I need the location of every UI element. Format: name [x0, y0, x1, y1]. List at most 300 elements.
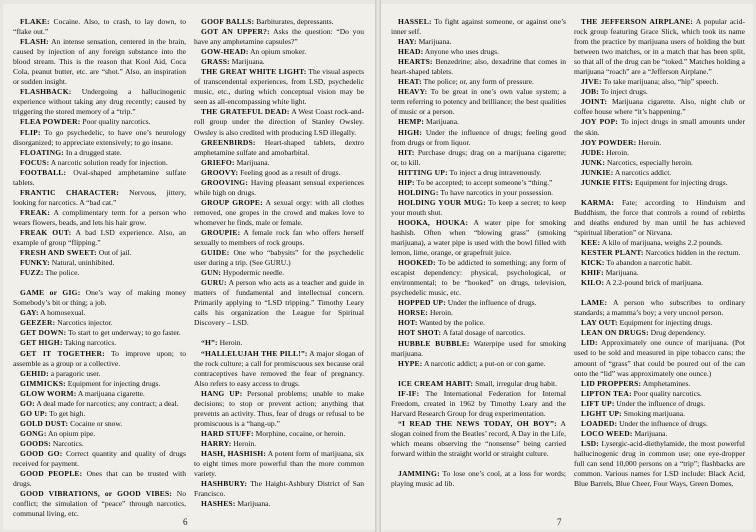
entry-term: FLIP: [20, 127, 41, 137]
glossary-entry [194, 198, 364, 228]
entry-term: LSD: [581, 438, 599, 448]
entry-term: IF-IF: [398, 388, 420, 398]
glossary-entry [13, 349, 186, 369]
entry-definition: Benzedrine; also, dexadrine that comes in heart-shaped tablets. [391, 57, 566, 77]
entry-definition: Ones that can be trusted with drugs. [13, 469, 186, 489]
glossary-entry [391, 178, 566, 188]
entry-definition: Oval-shaped amphetamine sulfate tablets. [13, 167, 186, 187]
glossary-entry [391, 339, 566, 359]
entry-term: HEAT: [398, 77, 422, 87]
glossary-entry [13, 208, 186, 228]
entry-definition: To get high. [47, 408, 86, 418]
entry-definition: Marijuana. [235, 499, 271, 509]
entry-term: JUNK: [581, 157, 606, 167]
glossary-entry [574, 389, 745, 399]
glossary-entry [574, 379, 745, 389]
glossary-entry [13, 248, 186, 258]
entry-definition: Small, irregular drug habit. [473, 378, 558, 388]
entry-definition: Approximately one ounce of marijuana. (Pot used to be sold and measured in pipe tobacco cans; the amount of “grass” that could be poured out of the can onto the “lid” was approximately one ounce.) [574, 338, 745, 378]
entry-term: HOOKA, HOUKA: [398, 217, 469, 227]
entry-term: KESTER PLANT: [581, 248, 644, 258]
entry-definition: To keep a secret; to keep your mouth shut. [391, 197, 566, 217]
entry-term: HOOKED: [398, 258, 436, 268]
glossary-entry [574, 258, 745, 268]
entry-term: GOOF BALLS: [201, 17, 255, 26]
entry-term: HEMP: [398, 117, 425, 127]
glossary-entry [391, 318, 566, 328]
entry-definition: A kilo of marijuana, weighs 2.2 pounds. [600, 237, 723, 247]
entry-definition: The police. [43, 268, 80, 278]
glossary-entry [13, 419, 186, 429]
entry-definition: To inject a drug intravenously. [447, 167, 542, 177]
glossary-entry [574, 399, 745, 409]
glossary-entry [194, 47, 364, 57]
entry-definition: A fatal dosage of narcotics. [441, 328, 526, 338]
entry-definition: The police; or, any form of pressure. [421, 77, 534, 87]
entry-term: FREAK OUT: [20, 227, 72, 237]
glossary-entry [13, 158, 186, 168]
entry-term: KICK: [581, 258, 605, 268]
entry-definition: Out of jail. [96, 248, 132, 258]
glossary-entry [391, 168, 566, 178]
entry-definition: A homosexual. [38, 308, 86, 318]
entry-term: HUBBLE BUBBLE: [398, 338, 470, 348]
entry-definition: The Haight-Ashbury District of San Francisco. [194, 479, 364, 499]
entry-definition: A major slogan of the rock culture; a call for promiscuous sex because oral contraceptives have removed the fear of pregnancy. Also refers to easy access to drugs. [194, 348, 364, 388]
entry-term: LOADED: [581, 418, 618, 428]
entry-definition: Natural, uninhibited. [49, 258, 115, 268]
glossary-entry [194, 107, 364, 137]
glossary-entry [574, 439, 745, 489]
entry-definition: Marijuana. [234, 157, 270, 167]
left-page [3, 4, 375, 530]
entry-term: JAMMING: [398, 469, 440, 479]
entry-definition: Having pleasant sensual experiences while high on drugs. [194, 177, 364, 197]
glossary-entry [194, 268, 364, 278]
entry-term: GEHID: [20, 368, 49, 378]
glossary-entry [391, 87, 566, 117]
entry-definition: One’s way of making money Somebody’s bit or thing; a job. [13, 288, 187, 308]
glossary-entry [391, 379, 566, 389]
glossary-entry [13, 369, 186, 379]
page-number: 6 [183, 517, 188, 527]
entry-definition: Heroin. [636, 137, 662, 147]
entry-term: HOLDING: [398, 187, 439, 197]
entry-term: GOOD GO: [20, 448, 63, 458]
glossary-entry [13, 168, 186, 188]
entry-term: FRESH AND SWEET: [20, 248, 97, 258]
glossary-entry [391, 328, 566, 338]
glossary-entry [194, 57, 364, 67]
glossary-entry [194, 479, 364, 499]
glossary-entry [574, 429, 745, 439]
entry-definition: Morphine, cocaine, or heroin. [253, 428, 346, 438]
entry-term: FLASHBACK: [20, 87, 72, 97]
glossary-entry [194, 429, 364, 439]
entry-definition: A narcotic solution ready for injection. [49, 157, 168, 167]
entry-term: LID: [581, 338, 598, 348]
glossary-entry [391, 308, 566, 318]
entry-term: JUNKIE FITS: [581, 177, 634, 187]
glossary-entry [574, 77, 745, 87]
entry-term: FREAK: [20, 207, 51, 217]
glossary-entry [13, 228, 186, 248]
glossary-entry [391, 389, 566, 419]
glossary-entry [574, 117, 745, 137]
glossary-entry [391, 47, 566, 57]
entry-definition: Fate; according to Hinduism and Buddhism, the force that controls a round of rebirths and deaths endured by man until he has achieved “spiritual liberation” or Nirvana. [574, 197, 745, 237]
left-page-column-1 [13, 17, 186, 519]
entry-term: GOOD PEOPLE: [20, 469, 83, 479]
entry-term: HASHES: [201, 499, 236, 509]
entry-definition: A potent form of marijuana, six to eight times more powerful than the more common variety. [194, 448, 365, 479]
entry-term: GROUP GROPE: [201, 197, 263, 207]
entry-term: HIT: [398, 147, 415, 157]
glossary-entry [13, 17, 186, 37]
entry-definition: To lose one’s cool, at a loss for words; playing music ad lib. [391, 469, 566, 489]
entry-definition: A person who acts as a teacher and guide in matters of fundamental and intellectual concern. Primarily applying to “LSD tripping.” Timothy Leary calls his organization the League for Spiritual Discovery – LSD. [194, 278, 364, 328]
glossary-entry [574, 268, 745, 278]
entry-term: HIP: [398, 177, 415, 187]
entry-definition: Waterpipe used for smoking marijuana. [391, 338, 566, 358]
entry-definition: To inject drugs. [599, 87, 648, 97]
entry-term: HEARTS: [398, 57, 433, 67]
glossary-entry [391, 469, 566, 489]
entry-definition: An opium pipe. [46, 428, 96, 438]
entry-definition: Anyone who uses drugs. [423, 47, 500, 57]
glossary-entry [574, 238, 745, 248]
entry-term: “I READ THE NEWS TODAY, OH BOY”: [398, 418, 557, 428]
right-page-column-1 [391, 17, 566, 489]
entry-definition: The International Federation for Internal Freedom, created in 1962 by Timothy Leary and the Harvard Research Group for drug experimentation. [391, 388, 566, 418]
glossary-entry [574, 87, 745, 97]
entry-term: GOW-HEAD: [201, 47, 249, 57]
glossary-entry [391, 218, 566, 258]
glossary-entry [194, 248, 364, 268]
entry-definition: A sexual orgy: with all clothes removed, one gropes in the crowd and makes love to whomever he finds, male or female. [194, 197, 364, 227]
entry-term: HYPE: [398, 358, 423, 368]
entry-term: JOB: [581, 87, 599, 97]
entry-definition: Correct quantity and quality of drugs received for payment. [13, 448, 186, 469]
glossary-entry [391, 148, 566, 168]
entry-term: KEE: [581, 237, 601, 247]
entry-definition: Heroin. [231, 438, 257, 448]
entry-term: “HALLELUJAH THE PILL!”: [201, 348, 308, 358]
entry-definition: Hypodermic needle. [221, 268, 285, 278]
glossary-entry [13, 399, 186, 409]
entry-term: FUZZ: [20, 268, 44, 278]
entry-definition: To be accepted; to accept someone’s “thing.” [414, 177, 553, 187]
glossary-entry [13, 439, 186, 449]
glossary-entry [391, 37, 566, 47]
entry-term: FUNKY: [20, 258, 50, 268]
entry-definition: In a drugged state. [64, 147, 122, 157]
entry-definition: Asks the question: “Do you have any amphetamine capsules?” [194, 27, 364, 47]
entry-term: GUIDE: [201, 248, 230, 258]
glossary-entry [194, 178, 364, 198]
glossary-entry [13, 258, 186, 268]
glossary-entry [13, 318, 186, 328]
entry-term: JOY POWDER: [581, 137, 637, 147]
entry-definition: Narcotics hidden in the rectum. [643, 248, 741, 258]
entry-term: HITTING UP: [398, 167, 448, 177]
entry-term: GROOVY: [201, 167, 239, 177]
glossary-entry [194, 158, 364, 168]
glossary-entry [13, 489, 186, 519]
entry-definition: To inject drugs in small amounts under the skin. [574, 117, 745, 137]
glossary-entry [194, 278, 364, 328]
page-number: 7 [557, 517, 562, 527]
entry-definition: The visual aspects of transcendental experiences, from LSD, psychedelic music, etc., during which conceptual vision may be seen as all-encompassing white light. [194, 67, 365, 107]
glossary-entry [391, 57, 566, 77]
entry-term: GOLD DUST: [20, 418, 69, 428]
entry-definition: Under the influence of drugs. [445, 298, 537, 308]
entry-term: GIMMICKS: [20, 378, 66, 388]
entry-term: HAY: [398, 37, 417, 47]
entry-definition: Marijuana cigarette. Also, night club or coffee house where “it’s happening.” [574, 97, 745, 117]
entry-definition: A person who subscribes to ordinary standards; a mamma’s boy; a very uncool person. [574, 298, 745, 318]
glossary-entry [574, 148, 745, 158]
glossary-entry [574, 97, 745, 117]
entry-definition: a paragoric user. [48, 368, 101, 378]
entry-term: GET DOWN: [20, 328, 67, 338]
entry-term: HOT: [398, 318, 418, 328]
entry-definition: Personal problems; unable to make decisions; to stop or prevent action; anything that prevents an activity. Thus, fear of drugs or refusal to be promiscuous is a “hang-up.” [194, 388, 365, 428]
entry-definition: A complimentary term for a person who wears flowers, beads, and lets his hair grow. [13, 207, 186, 227]
entry-term: JOY POP: [581, 117, 618, 127]
entry-term: GOODS: [20, 438, 51, 448]
glossary-entry [574, 278, 745, 288]
entry-term: HASSEL: [398, 17, 432, 26]
glossary-entry [13, 379, 186, 389]
entry-term: LEAN ON DRUGS: [581, 328, 649, 338]
glossary-entry [13, 268, 186, 278]
entry-definition: To improve upon; to assemble as a group or a collective. [13, 348, 186, 368]
entry-definition: Heart-shaped tablets, dextro amphetamine sulfate and amobarbital. [194, 137, 364, 157]
entry-term: HASH, HASHISH: [201, 448, 267, 458]
entry-term: LAY OUT: [581, 318, 618, 328]
entry-definition: Marijuana. [424, 117, 459, 127]
glossary-entry [574, 328, 745, 338]
entry-definition: Feeling good as a result of drugs. [238, 167, 341, 177]
glossary-entry [13, 148, 186, 158]
entry-term: JIVE: [581, 77, 602, 87]
glossary-entry [391, 188, 566, 198]
entry-term: HOLDING YOUR MUG: [398, 197, 486, 207]
entry-definition: To abandon a narcotic habit. [604, 258, 693, 268]
glossary-entry [13, 429, 186, 439]
entry-definition: Equipment for injecting drugs. [65, 378, 161, 388]
right-page [381, 4, 753, 530]
entry-term: FOCUS: [20, 157, 50, 167]
entry-definition: Undergoing a hallucinogenic experience without taking any drug recently; caused by triggering the stored memory of a “trip.” [13, 87, 186, 117]
entry-definition: To go psychedelic, to have one’s neurology disorganized; to appreciate extensively; to go insane. [13, 127, 186, 147]
glossary-entry [194, 17, 364, 27]
entry-definition: Under the influence of drugs. [614, 398, 706, 408]
glossary-entry [13, 389, 186, 399]
glossary-entry [13, 87, 186, 117]
glossary-entry [391, 117, 566, 127]
entry-term: FRANTIC CHARACTER: [20, 187, 120, 197]
entry-term: HANG UP: [201, 388, 243, 398]
glossary-entry [391, 77, 566, 87]
entry-term: HARD STUFF: [201, 428, 254, 438]
entry-term: “H”: [201, 338, 218, 348]
entry-definition: Amphetamines. [641, 378, 691, 388]
entry-definition: Narcotics injector. [55, 318, 113, 328]
glossary-entry [574, 338, 745, 378]
entry-term: LID PROPPERS: [581, 378, 642, 388]
glossary-entry [194, 27, 364, 47]
entry-definition: Marijuana. [632, 428, 668, 438]
entry-definition: A West Coast rock-and-roll group under the direction of Stanley Owsley. Owsley is also credited with producing LSD illegally. [194, 107, 364, 137]
entry-definition: Narcotics, especially heroin. [605, 157, 693, 167]
entry-term: GURU: [201, 278, 227, 288]
entry-term: GOT AN UPPER?: [201, 27, 270, 37]
entry-definition: Nervous, jittery, looking for narcotics. A “bad cat.” [13, 187, 186, 207]
entry-definition: Poor quality narcotics. [631, 388, 702, 398]
entry-definition: Heroin. [428, 308, 453, 318]
glossary-entry [194, 439, 364, 449]
entry-definition: Under the influence of drugs; feeling good from drugs or from liquor. [391, 127, 566, 147]
entry-definition: To fight against someone, or against one’s inner self. [391, 17, 566, 37]
entry-definition: To have narcotics in your possession. [438, 187, 554, 197]
entry-term: KHIF: [581, 268, 604, 278]
entry-definition: A deal made for narcotics; any contract; a deal. [34, 398, 179, 408]
entry-definition: Barbiturates, depressants. [254, 17, 334, 26]
entry-term: THE JEFFERSON AIRPLANE: [581, 17, 694, 26]
glossary-entry [574, 138, 745, 148]
entry-term: GLOW WORM: [20, 388, 77, 398]
entry-term: LIFT UP: [581, 398, 615, 408]
entry-definition: A 2.2-pound brick of marijuana. [604, 278, 703, 288]
glossary-entry [391, 258, 566, 298]
glossary-entry [391, 17, 566, 37]
entry-term: FLEA POWDER: [20, 117, 81, 127]
entry-term: LOCO WEED: [581, 428, 633, 438]
entry-definition: Equipment for injecting drugs. [617, 318, 713, 328]
entry-term: GO: [20, 398, 35, 408]
entry-term: GRIEFO: [201, 157, 235, 167]
glossary-entry [13, 288, 186, 308]
entry-definition: A narcotics addict. [613, 167, 672, 177]
entry-term: GO UP: [20, 408, 48, 418]
entry-term: JOINT: [581, 97, 608, 107]
glossary-entry [13, 117, 186, 127]
entry-definition: Lysergic-acid-diethylamide, the most powerful hallucinogenic drug in common use; one eye-dropper full can send 10,000 persons on a “trip”; flashbacks are common. Various names for LSD include: Black Acid, Blue Barrels, Blue Cheer, Four Ways, Green Domes, [574, 438, 745, 489]
entry-term: GROUPIE: [201, 227, 241, 237]
entry-term: LAME: [581, 298, 608, 308]
entry-term: THE GREAT WHITE LIGHT: [201, 67, 307, 77]
entry-term: HASHBURY: [201, 479, 248, 489]
entry-term: LIPTON TEA: [581, 388, 632, 398]
entry-definition: A marijuana cigarette. [76, 388, 145, 398]
entry-term: HEAD: [398, 47, 424, 57]
entry-definition: Marijuana. [416, 37, 452, 47]
entry-term: THE GRATEFUL DEAD: [201, 107, 290, 117]
entry-definition: Smoking marijuana. [621, 408, 685, 418]
entry-term: HARRY: [201, 438, 232, 448]
entry-definition: To take marijuana; also, “hip” speech. [601, 77, 719, 87]
entry-term: GONG: [20, 428, 47, 438]
entry-term: GET HIGH: [20, 338, 63, 348]
entry-term: ICE CREAM HABIT: [398, 378, 474, 388]
entry-definition: Purchase drugs; drag on a marijuana cigarette; or, to kill. [391, 147, 566, 167]
glossary-entry [194, 449, 364, 479]
glossary-entry [574, 409, 745, 419]
glossary-entry [13, 328, 186, 338]
glossary-entry [13, 308, 186, 318]
glossary-entry [194, 338, 364, 348]
glossary-entry [574, 198, 745, 238]
entry-definition: To start to get underway; to go faster. [66, 328, 181, 338]
entry-term: FLAKE: [20, 17, 50, 26]
glossary-entry [391, 419, 566, 459]
entry-definition: One who “babysits” for the psychedelic user during a trip. (See GURU.) [194, 248, 364, 268]
entry-definition: An intense sensation, centered in the brain, caused by injection of any foreign substance into the blood stream. This is the reason that Kool Aid, Coca Cola, peanut butter, etc. are “shot.” Also, an inspiration or sudden insight. [13, 37, 186, 87]
glossary-entry [194, 228, 364, 248]
entry-definition: To be great in one’s own value system; a term referring to potency and brilliance; the best qualities of music or a person. [391, 87, 566, 117]
entry-definition: A female rock fan who offers herself sexually to members of rock groups. [194, 227, 364, 248]
glossary-entry [574, 178, 745, 188]
glossary-entry [391, 298, 566, 308]
entry-term: KILO: [581, 278, 605, 288]
entry-term: FLASH: [20, 37, 49, 47]
entry-definition: Equipment for injecting drugs. [633, 177, 728, 187]
glossary-entry [574, 298, 745, 318]
entry-definition: A slogan coined from the Beatles’ record, A Day in the Life, which means observing the “nonsense” being carried forward within the straight world or straight culture. [391, 418, 566, 458]
entry-term: HORSE: [398, 308, 429, 318]
entry-definition: A water pipe for smoking hashish. Often when “blowing grass” (smoking marijuana), a water pipe is used with the bowl filled with lemon, lime, orange, or grapefruit juice. [391, 217, 566, 258]
glossary-entry [194, 389, 364, 429]
right-page-column-2 [574, 17, 745, 489]
entry-term: HEAVY: [398, 87, 428, 97]
entry-definition: To be addicted to something; any form of escapist dependency: physical, psychological, or environmental; to be “hooked” on drugs, television, psychedelic music, etc. [391, 258, 566, 298]
entry-term: JUDE: [581, 147, 605, 157]
glossary-entry [194, 499, 364, 509]
glossary-entry [194, 349, 364, 389]
entry-definition: No conflict; the simulation of “peace” through narcotics, communal living, etc. [13, 489, 186, 519]
entry-definition: Drug dependency. [648, 328, 706, 338]
glossary-entry [574, 248, 745, 258]
entry-definition: Poor quality narcotics. [80, 117, 151, 127]
entry-term: HOPPED UP: [398, 298, 446, 308]
glossary-entry [194, 138, 364, 158]
entry-term: FLOATING: [20, 147, 65, 157]
glossary-entry [194, 168, 364, 178]
entry-term: GAME or GIG: [20, 288, 81, 298]
entry-definition: Cocaine or snow. [68, 418, 123, 428]
entry-term: FOOTBALL: [20, 167, 67, 177]
glossary-entry [13, 188, 186, 208]
entry-term: GEEZER: [20, 318, 56, 328]
entry-term: LIGHT UP: [581, 408, 622, 418]
glossary-entry [574, 17, 745, 77]
entry-definition: Cocaine. Also, to crash, to lay down, to “flake out.” [13, 17, 186, 37]
glossary-entry [13, 338, 186, 348]
entry-definition: A popular acid-rock group featuring Grace Slick, which took its name from the practice by marijuana users of holding the butt between two matches, or in a match that has been split, so that all of the drug can be “toked.” Matches holding a marijuana “roach” are a “Jefferson Airplane.” [574, 17, 745, 77]
entry-definition: An opium smoker. [248, 47, 307, 57]
left-page-column-2 [194, 17, 364, 509]
entry-term: HOT SHOT: [398, 328, 442, 338]
glossary-entry [13, 37, 186, 87]
glossary-entry [574, 168, 745, 178]
entry-term: HIGH: [398, 127, 423, 137]
glossary-entry [391, 128, 566, 148]
glossary-entry [391, 359, 566, 369]
entry-term: GUN: [201, 268, 222, 278]
entry-term: GREENBIRDS: [201, 137, 256, 147]
